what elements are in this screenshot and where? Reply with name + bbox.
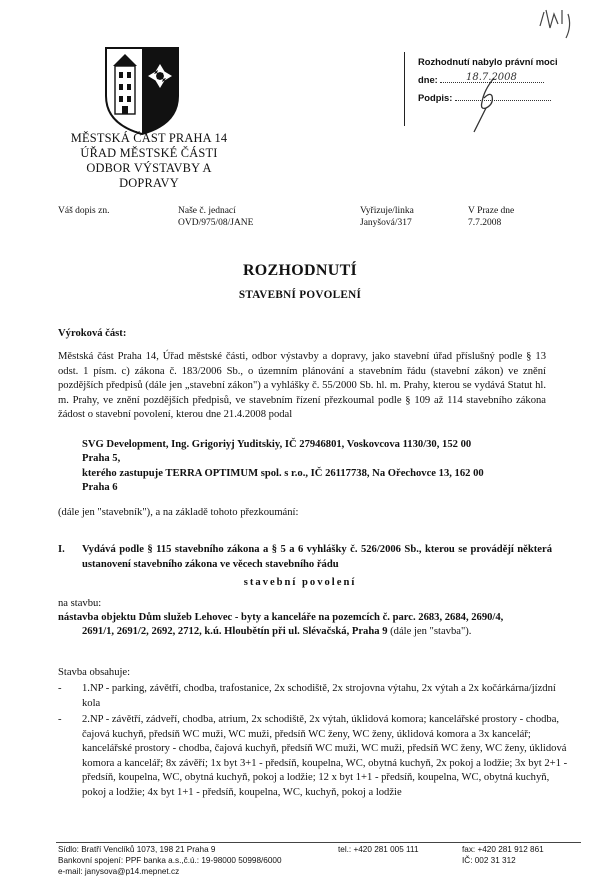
our-ref-label: Naše č. jednací (178, 206, 236, 216)
handwritten-signature-icon (460, 74, 520, 134)
intro-paragraph: Městská část Praha 14, Úřad městské části, odbor výstavby a dopravy, jako stavební úřad příslušný podle § 13 odst. 1 písm. c) zákona č. 183/2006 Sb., o územním plánování a stavebním řádu (stavební zákon) ve znění pozdějších předpisů (dále jen „stavební zákon") a vyhlášky č. 55/2000 Sb. hl. m. Prahy, kterou se vydává Statut hl. m. Prahy, ve znění pozdějších předpisů, ve stavebním řízení přezkoumal podle § 109 až 114 stavebního zákona žádost o stavební povolení, kterou dne 21.4.2008 podal (58, 351, 546, 420)
legal-effect-stamp (404, 52, 594, 142)
footer-fax: fax: +420 281 912 861 (462, 845, 544, 854)
municipal-crest-logo (100, 44, 184, 136)
office-line-4: DOPRAVY (119, 176, 179, 190)
bullet-2: - (58, 714, 62, 725)
verdict-heading: Výroková část: (58, 328, 127, 339)
building-parcels: 2691/1, 2691/2, 2692, 2712, k.ú. Hloubětín při ul. Slévačská, Praha 9 (82, 626, 388, 637)
footer-seat: Sídlo: Bratří Venclíků 1073, 198 21 Praha 9 (58, 845, 216, 854)
building-alias: (dále jen "stavba"). (387, 626, 472, 637)
section-I-text: Vydává podle § 115 stavebního zákona a § 5 a 6 vyhlášky č. 526/2006 Sb., kterou se provádějí některá ustanovení stavebního zákona ve věcech stavebního řádu (82, 544, 552, 570)
issuing-office (56, 131, 242, 191)
contents-item-2: 2.NP - závětří, zádveří, chodba, atrium, 2x schodiště, 2x výtah, úklidová komora; kancelářské prostory - chodba, čajová kuchyň, předsíň WC muži, WC muži, předsíň WC ženy, WC ženy, úklidová komora a 3x kancelář; kancelářské prostory - chodba, čajová kuchyň, předsíň WC muži, WC muži, předsíň WC ženy, WC ženy, úklidová komora a kancelář; 8x závěří; 1x byt 3+1 - předsíň, koupelna, WC, obytná kuchyň, 2x pokoj a lodžie; 3x byt 2+1 - předsíň, koupelna, WC, obytná kuchyň, pokoj a lodžie; 12 x byt 1+1 - předsíň, koupelna, WC, obytná kuchyň, pokoj a lodžie; 4x byt 1+1 - předsíň, koupelna, WC, kuchyň, pokoj a lodžie (82, 714, 568, 798)
after-review-text: (dále jen "stavebník"), a na základě tohoto přezkoumání: (58, 507, 299, 518)
handwritten-mark (536, 4, 590, 44)
office-line-1: MĚSTSKÁ ČÁST PRAHA 14 (70, 131, 228, 145)
footer-phone: tel.: +420 281 005 111 (338, 845, 419, 854)
place-date-value: 7.7.2008 (468, 218, 502, 228)
stamp-border (404, 52, 405, 126)
footer-bank: Bankovní spojení: PPF banka a.s.,č.ú.: 19-98000 50998/6000 (58, 856, 282, 865)
office-line-3: ODBOR VÝSTAVBY A (86, 161, 212, 175)
for-building-label: na stavbu: (58, 598, 102, 609)
stamp-title: Rozhodnutí nabylo právní moci (418, 56, 558, 67)
document-title: ROZHODNUTÍ (242, 262, 358, 279)
permit-heading: stavební povolení (243, 577, 357, 588)
footer-email: e-mail: janysova@p14.mepnet.cz (58, 867, 180, 876)
office-line-2: ÚŘAD MĚSTSKÉ ČÁSTI (80, 146, 218, 160)
representative-line-2: Praha 6 (82, 482, 118, 493)
stamp-date-handwritten: 18.7.2008 (466, 72, 517, 83)
contents-heading: Stavba obsahuje: (58, 667, 131, 678)
applicant-line-1: SVG Development, Ing. Grigoriyj Yuditskiy, IČ 27946801, Voskovcova 1130/30, 152 00 (82, 439, 472, 450)
handwritten-initials-icon (536, 4, 590, 44)
bullet-1: - (58, 683, 62, 694)
document-subtitle: STAVEBNÍ POVOLENÍ (238, 289, 362, 301)
handled-by-value: Janyšová/317 (360, 218, 412, 228)
place-date-label: V Praze dne (468, 206, 515, 216)
footer-divider (56, 842, 581, 843)
representative-line-1: kterého zastupuje TERRA OPTIMUM spol. s r.o., IČ 26117738, Na Ořechovce 13, 162 00 (82, 468, 484, 479)
handled-by-label: Vyřizuje/linka (360, 206, 414, 216)
contents-item-1: 1.NP - parking, závětří, chodba, trafostanice, 2x schodiště, 2x strojovna výtahu, 2x výtah a 2x kočárkárna/jízdní kola (82, 683, 556, 709)
section-I-number: I. (58, 544, 65, 555)
footer-company-id: IČ: 002 31 312 (462, 856, 516, 865)
stamp-date-label: dne: (418, 74, 438, 85)
stamp-signature-label: Podpis: (418, 92, 453, 103)
our-ref-value: OVD/975/08/JANE (178, 218, 254, 228)
building-description-line-1: nástavba objektu Dům služeb Lehovec - byty a kanceláře na pozemcích č. parc. 2683, 2684, 2690/4, (58, 612, 504, 623)
applicant-line-2: Praha 5, (82, 453, 121, 464)
your-letter-label: Váš dopis zn. (58, 206, 110, 216)
building-description-line-2 (82, 625, 582, 640)
